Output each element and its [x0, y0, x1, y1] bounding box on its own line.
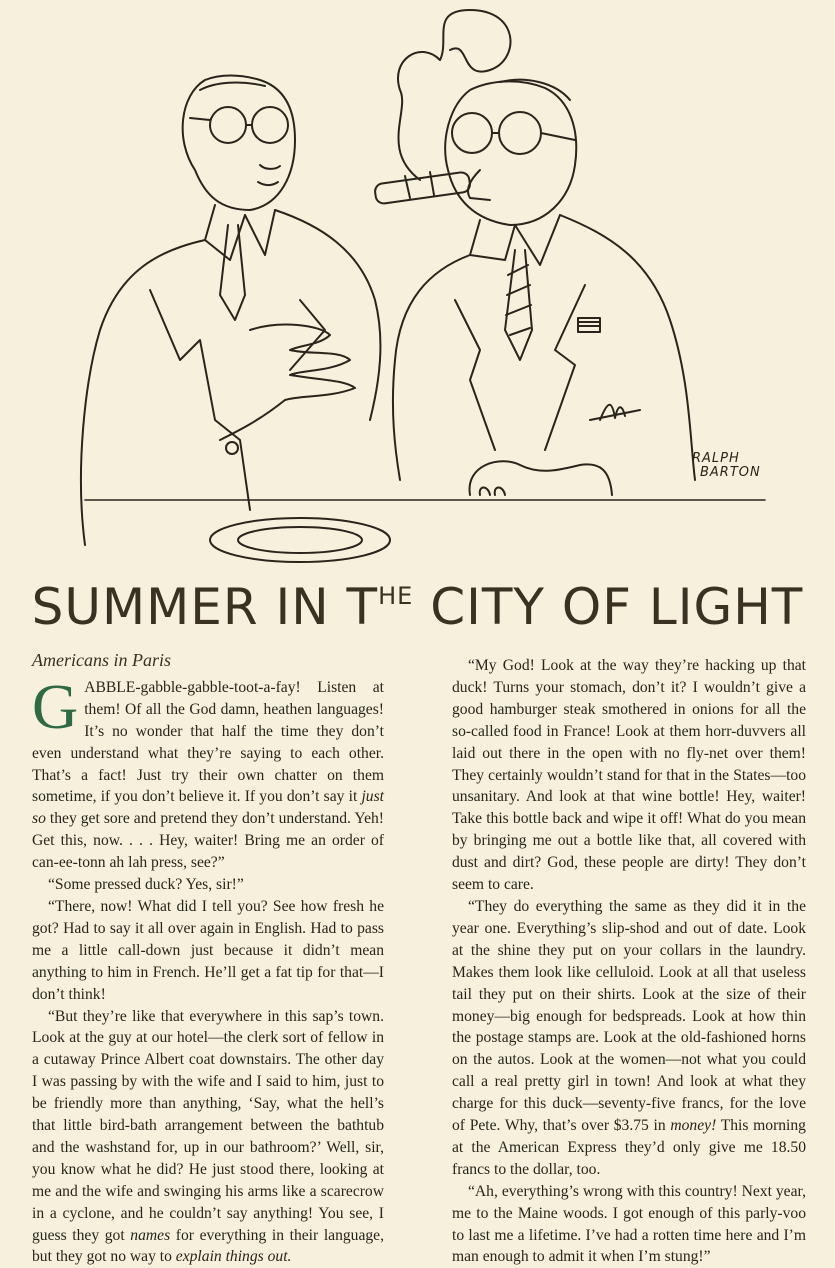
left-man-figure — [81, 76, 380, 546]
article-headline — [0, 578, 835, 636]
signature-line-2: BARTON — [692, 466, 762, 480]
paragraph-7: “Ah, everything’s wrong with this country! Next year, me to the Maine woods. I got enough of this parly-voo to last me a lifetime. I’ve had a rotten time here and I’m man enough to admit it when I’m stung!” — [452, 1181, 806, 1268]
cigar-smoke — [398, 10, 510, 180]
article-column-left — [32, 650, 384, 1268]
paragraph-4-emphasis-1: names — [130, 1227, 170, 1244]
signature-line-1: RALPH — [692, 452, 762, 466]
paragraph-1-tail: they get sore and pretend they don’t understand. Yeh! Get this, now. . . . Hey, waiter! Bring me an order of can-ee-tonn ah lah press, see?” — [32, 810, 384, 871]
drop-cap: G — [32, 681, 78, 733]
headline-superscript: HE — [378, 582, 413, 610]
paragraph-3: “There, now! What did I tell you? See how fresh he got? Had to say it all over again in English. Had to pass me a little call-down just because it didn’t mean anything to him in French. He’ll get a fat tip for that—I don’t think! — [32, 896, 384, 1006]
paragraph-5: “My God! Look at the way they’re hacking up that duck! Turns your stomach, don’t it? I wouldn’t give a good hamburger steak smothered in onions for all the so-called food in France! Look at them horr-duvvers all laid out there in the open with no fly-net over them! They certainly wouldn’t stand for that in the States—too unsanitary. And look at that wine bottle! Hey, waiter! Take this bottle back and wipe it off! What do you mean by bringing me out a bottle like that, all covered with dust and dirt? God, these people are dirty! They don’t seem to care. — [452, 655, 806, 896]
paragraph-6-emphasis: money! — [670, 1117, 716, 1134]
cartoon-illustration — [0, 0, 835, 570]
artist-signature — [692, 452, 762, 480]
paragraph-6 — [452, 896, 806, 1181]
headline-part-1: SUMMER IN T — [32, 578, 378, 636]
paragraph-1 — [32, 677, 384, 874]
paragraph-1-emphasis: just so — [32, 788, 384, 827]
paragraph-6-text: “They do everything the same as they did it in the year one. Everything’s slip-shod and out of date. Look at the shine they put on your collars in the laundry. Makes them look like celluloid. Look at all that useless tail they put on their shirts. Look at the size of their money—big enough for bedspreads. Look at how thin the postage stamps are. Look at the old-fashioned horns on the autos. Look at the women—not what you could call a real pretty girl in town! And look at what they charge for this duck—seventy-five francs, for the love of Pete. Why, that’s over $3.75 in — [452, 898, 806, 1134]
right-man-figure — [374, 80, 695, 495]
paragraph-4-emphasis-2: explain things out. — [176, 1248, 292, 1265]
article-column-right — [452, 655, 806, 1268]
paragraph-4-mid: for everything in their language, but they got no way to — [32, 1227, 384, 1266]
headline-part-2: CITY OF LIGHT — [413, 578, 803, 636]
paragraph-4-text: “But they’re like that everywhere in this sap’s town. Look at the guy at our hotel—the clerk sort of fellow in a cutaway Prince Albert coat downstairs. The other day I was passing by with the wife and I said to him, just to be friendly more than anything, ‘Say, what the hell’s that little bird-bath arrangement between the bathtub and the washstand for, up in our bathroom?’ Well, sir, you know what he did? He just stood there, looking at me and the wife and swinging his arms like a scarecrow in a cyclone, and he couldn’t say anything! You see, I guess they got — [32, 1008, 384, 1244]
paragraph-6-tail: This morning at the American Express they’d only give me 18.50 francs to the dollar, too. — [452, 1117, 806, 1178]
paragraph-1-text: ABBLE-gabble-gabble-toot-a-fay! Listen at them! Of all the God damn, heathen languages! It’s no wonder that half the time they don’t even understand what they’re saying to each other. That’s a fact! Just try their own chatter on them sometime, if you don’t believe it. If you don’t say it — [32, 679, 384, 806]
paragraph-2: “Some pressed duck? Yes, sir!” — [32, 874, 384, 896]
section-label: Americans in Paris — [32, 650, 384, 672]
